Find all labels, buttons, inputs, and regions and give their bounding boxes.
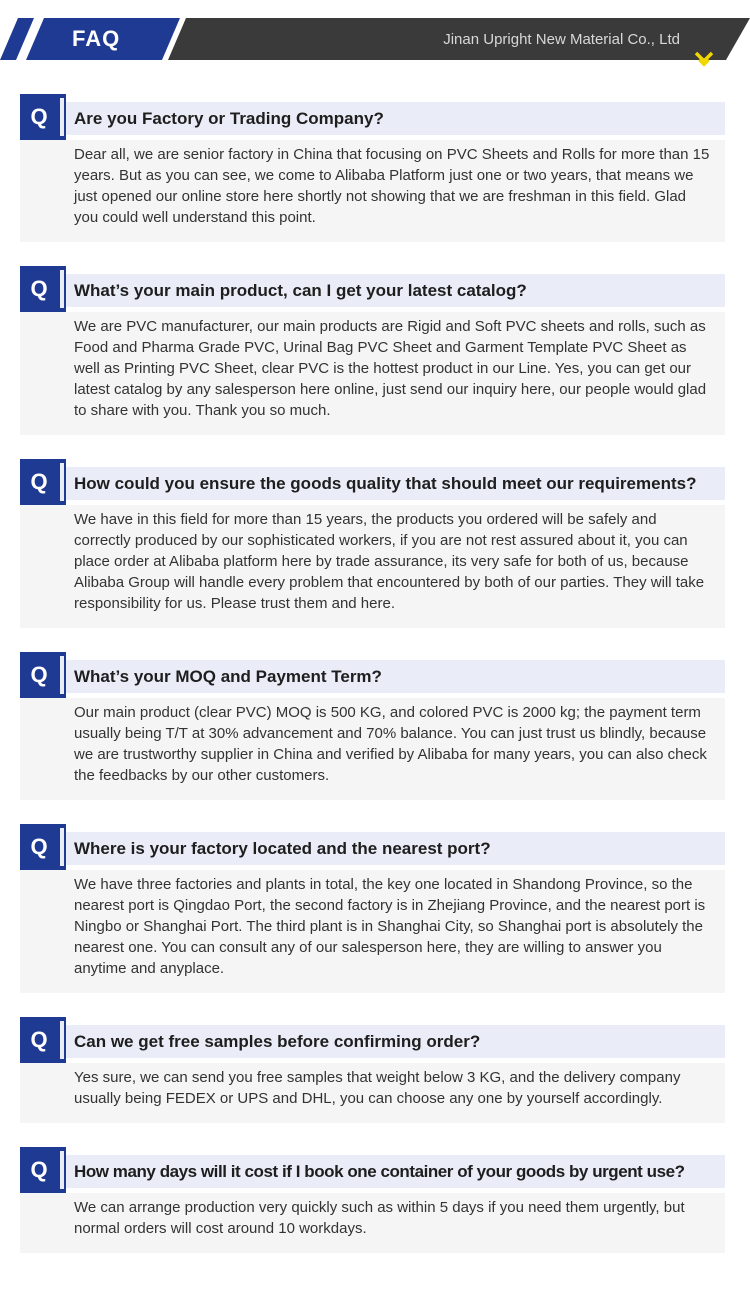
question-badge bbox=[20, 94, 66, 140]
question-row bbox=[20, 459, 725, 505]
question-badge bbox=[20, 652, 66, 698]
badge-stripe bbox=[60, 828, 64, 866]
faq-item bbox=[20, 94, 725, 242]
faq-item bbox=[20, 459, 725, 628]
faq-header-banner bbox=[0, 18, 750, 60]
answer-text: Yes sure, we can send you free samples that weight below 3 KG, and the delivery company usually being FEDEX or UPS and DHL, you can choose any one by yourself accordingly. bbox=[74, 1069, 681, 1107]
question-badge bbox=[20, 1017, 66, 1063]
question-badge-letter: Q bbox=[30, 469, 48, 494]
faq-item bbox=[20, 1147, 725, 1253]
badge-stripe bbox=[60, 1151, 64, 1189]
question-row bbox=[20, 824, 725, 870]
question-text: How many days will it cost if I book one container of your goods by urgent use? bbox=[74, 1162, 685, 1181]
question-badge bbox=[20, 1147, 66, 1193]
question-badge-letter: Q bbox=[30, 662, 48, 687]
question-badge-letter: Q bbox=[30, 1157, 48, 1182]
question-text: What’s your MOQ and Payment Term? bbox=[74, 667, 382, 686]
question-badge bbox=[20, 459, 66, 505]
question-row bbox=[20, 652, 725, 698]
question-row bbox=[20, 1147, 725, 1193]
badge-stripe bbox=[60, 270, 64, 308]
question-row bbox=[20, 94, 725, 140]
answer-text: We have in this field for more than 15 years, the products you ordered will be safely and correctly produced by our sophisticated workers, if you are not rest assured about it, you can place order at Alibaba platform here by trade assurance, its very safe for both of us, because Alibaba Group will handle every problem that encountered by both of our parties. They will take responsibility for us. Please trust them and here. bbox=[74, 511, 705, 612]
chevron-down-icon bbox=[694, 50, 714, 68]
badge-stripe bbox=[60, 1021, 64, 1059]
faq-item bbox=[20, 1017, 725, 1123]
question-text: Where is your factory located and the nearest port? bbox=[74, 839, 491, 858]
faq-item bbox=[20, 652, 725, 800]
question-badge-letter: Q bbox=[30, 1027, 48, 1052]
badge-stripe bbox=[60, 656, 64, 694]
answer-text: We can arrange production very quickly such as within 5 days if you need them urgently, but normal orders will cost around 10 workdays. bbox=[74, 1199, 685, 1237]
answer-text: Dear all, we are senior factory in China that focusing on PVC Sheets and Rolls for more than 15 years. But as you can see, we come to Alibaba Platform just one or two years, that means we just opened our online store here shortly not showing that we are freshman in this field. Glad you could well understand this point. bbox=[74, 146, 710, 226]
question-badge bbox=[20, 266, 66, 312]
question-text: Are you Factory or Trading Company? bbox=[74, 109, 384, 128]
answer-text: Our main product (clear PVC) MOQ is 500 KG, and colored PVC is 2000 kg; the payment term usually being T/T at 30% advancement and 70% balance. You can just trust us blindly, because we are trustworthy supplier in China and verified by Alibaba for many years, you can also check the feedbacks by our other customers. bbox=[74, 704, 707, 784]
question-text: Can we get free samples before confirming order? bbox=[74, 1032, 481, 1051]
faq-item bbox=[20, 824, 725, 993]
question-badge-letter: Q bbox=[30, 104, 48, 129]
faq-list bbox=[20, 94, 725, 1277]
question-badge-letter: Q bbox=[30, 276, 48, 301]
question-row bbox=[20, 1017, 725, 1063]
badge-stripe bbox=[60, 98, 64, 136]
answer-text: We have three factories and plants in total, the key one located in Shandong Province, so the nearest port is Qingdao Port, the second factory is in Zhejiang Province, and the nearest port is Ningbo or Shanghai Port. The third plant is in Shanghai City, so Shanghai port is absolutely the nearest one. You can consult any of our salesperson here, they are willing to answer you anytime and anyplace. bbox=[74, 876, 706, 977]
question-text: How could you ensure the goods quality that should meet our requirements? bbox=[74, 474, 697, 493]
answer-text: We are PVC manufacturer, our main products are Rigid and Soft PVC sheets and rolls, such as Food and Pharma Grade PVC, Urinal Bag PVC Sheet and Garment Template PVC Sheet as well as Printing PVC Sheet, clear PVC is the hottest product in our Line. Yes, you can get our latest catalog by any salesperson here online, just send our inquiry here, our people would glad to share with you. Thank you so much. bbox=[74, 318, 707, 419]
question-text: What’s your main product, can I get your latest catalog? bbox=[74, 281, 527, 300]
question-badge-letter: Q bbox=[30, 834, 48, 859]
question-row bbox=[20, 266, 725, 312]
badge-stripe bbox=[60, 463, 64, 501]
company-name: Jinan Upright New Material Co., Ltd bbox=[443, 31, 680, 48]
faq-item bbox=[20, 266, 725, 435]
page-title: FAQ bbox=[72, 26, 121, 51]
question-badge bbox=[20, 824, 66, 870]
